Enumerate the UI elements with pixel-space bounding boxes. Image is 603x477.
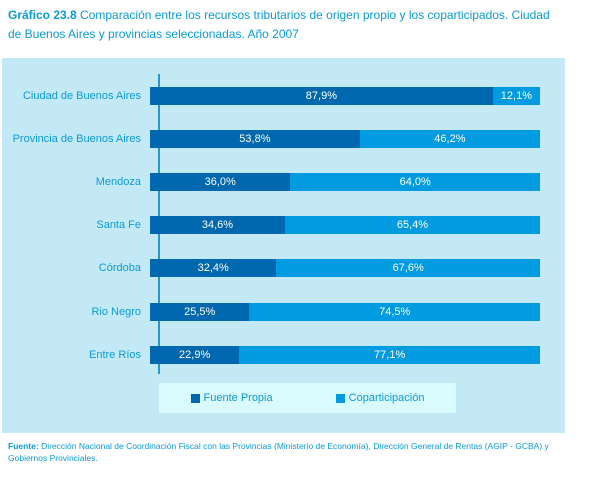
bar-segment-coparticipacion xyxy=(249,303,540,321)
value-label: 22,9% xyxy=(179,348,211,361)
bar-segment-fuente-propia xyxy=(150,173,290,191)
category-label: Mendoza xyxy=(95,175,141,188)
bar-segment-fuente-propia xyxy=(150,216,285,234)
value-label: 46,2% xyxy=(434,132,466,145)
value-label: 65,4% xyxy=(396,219,429,232)
legend-label-fuente-propia: Fuente Propia xyxy=(203,392,273,404)
chart-row xyxy=(2,247,549,290)
plot-area xyxy=(2,58,565,433)
legend xyxy=(159,383,456,413)
bar-segment-coparticipacion xyxy=(276,259,540,277)
source-text: Dirección Nacional de Coordinación Fiscal con las Provincias (Ministerio de Economía), Dirección General de Rentas (AGIP - GCBA) y Gobiernos Provinciales. xyxy=(8,441,549,463)
bar-segment-coparticipacion xyxy=(493,87,540,105)
legend-item-fuente-propia xyxy=(191,392,273,404)
bar-rows xyxy=(2,74,549,376)
value-label: 36,0% xyxy=(204,175,236,188)
category-label: Entre Ríos xyxy=(89,348,141,361)
category-label: Ciudad de Buenos Aires xyxy=(22,89,141,102)
chart-title xyxy=(8,6,556,44)
bar-segment-coparticipacion xyxy=(239,346,540,364)
value-label: 74,5% xyxy=(379,305,411,318)
chart-row xyxy=(2,160,549,203)
chart-number: Gráfico 23.8 xyxy=(8,8,77,22)
source-note xyxy=(8,440,560,464)
stacked-bar xyxy=(150,130,540,148)
value-label: 12,1% xyxy=(500,89,532,102)
category-label: Rio Negro xyxy=(91,305,141,318)
bar-segment-fuente-propia xyxy=(150,130,360,148)
category-label: Provincia de Buenos Aires xyxy=(12,132,141,145)
value-label: 25,5% xyxy=(184,305,216,318)
bar-segment-fuente-propia xyxy=(150,303,249,321)
stacked-bar xyxy=(150,216,540,234)
source-label: Fuente: xyxy=(8,441,39,451)
legend-label-coparticipacion: Coparticipación xyxy=(348,392,425,404)
stacked-bar xyxy=(150,303,540,321)
legend-item-coparticipacion xyxy=(336,392,425,404)
bar-segment-fuente-propia xyxy=(150,346,239,364)
value-label: 32,4% xyxy=(197,262,229,275)
stacked-bar xyxy=(150,87,540,105)
bar-segment-coparticipacion xyxy=(360,130,540,148)
bar-segment-fuente-propia xyxy=(150,87,493,105)
stacked-bar xyxy=(150,346,540,364)
legend-swatch-fuente-propia xyxy=(191,394,200,403)
value-label: 67,6% xyxy=(392,262,424,275)
bar-segment-coparticipacion xyxy=(290,173,540,191)
chart-title-text: Comparación entre los recursos tributarios de origen propio y los coparticipados. Ciudad de Buenos Aires y provincias seleccionadas. Año 2007 xyxy=(8,8,550,41)
value-label: 34,6% xyxy=(201,219,234,232)
chart-row xyxy=(2,204,549,247)
chart-row xyxy=(2,117,549,160)
stacked-bar xyxy=(150,259,540,277)
value-label: 87,9% xyxy=(305,89,337,102)
stacked-bar xyxy=(150,173,540,191)
chart-row xyxy=(2,290,549,333)
value-label: 64,0% xyxy=(399,175,431,188)
legend-swatch-coparticipacion xyxy=(336,394,345,403)
category-label: Santa Fe xyxy=(96,219,141,232)
bar-segment-fuente-propia xyxy=(150,259,276,277)
bar-segment-coparticipacion xyxy=(285,216,540,234)
value-label: 53,8% xyxy=(239,132,271,145)
category-label: Córdoba xyxy=(98,262,141,275)
chart-row xyxy=(2,74,549,117)
chart-row xyxy=(2,333,549,376)
value-label: 77,1% xyxy=(374,348,406,361)
